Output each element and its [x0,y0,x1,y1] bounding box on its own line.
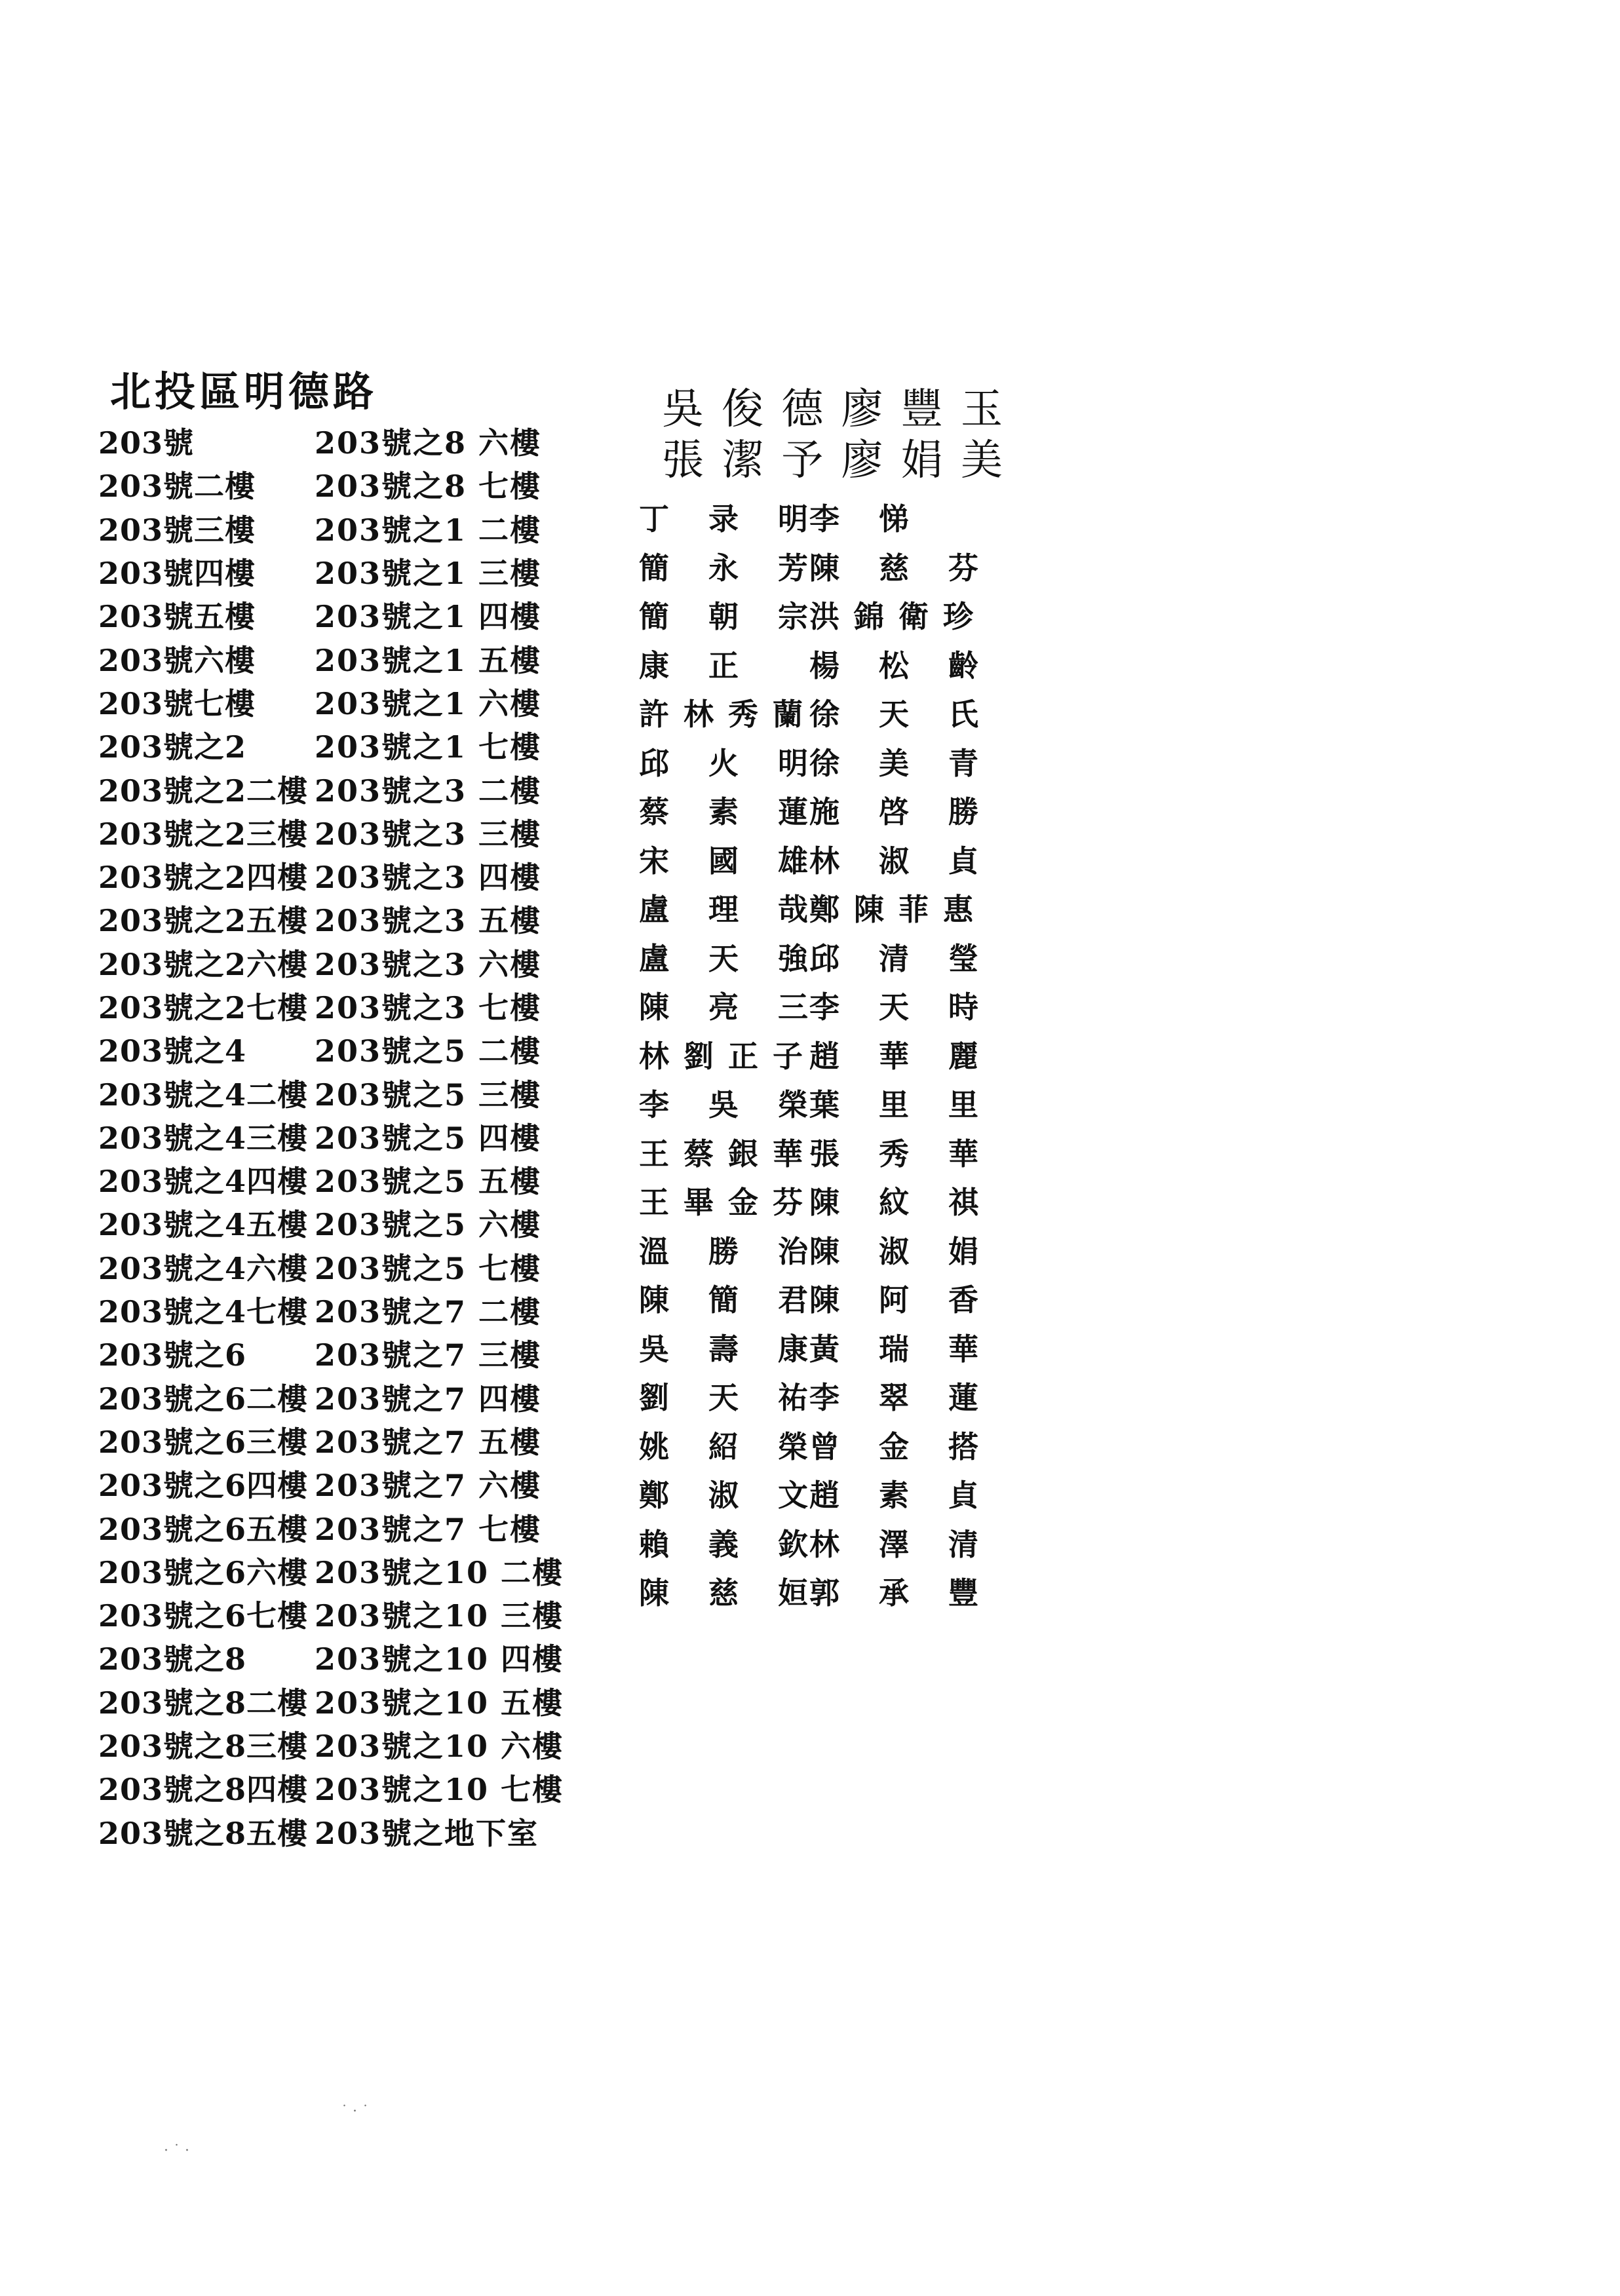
address-right: 203號之1 三樓 [315,556,542,592]
address-right: 203號之5 六樓 [315,1207,542,1243]
name-right: 楊 松 齡 [809,647,993,683]
name-left: 王蔡銀華 [639,1136,817,1172]
name-left: 簡 永 芳 [639,550,823,586]
address-left: 203號四樓 [98,556,256,592]
address-row [98,1766,570,1809]
address-left: 203號之2二樓 [98,773,309,809]
scan-speckle: ˙ · ˙ [341,2103,369,2120]
address-right: 203號之7 四樓 [315,1381,542,1417]
address-right: 203號之3 五樓 [315,903,542,939]
address-row [98,1071,570,1114]
address-row [98,984,570,1027]
name-left: 賴 義 欽 [639,1526,823,1562]
address-row [98,767,570,810]
name-right: 林 澤 清 [809,1526,993,1562]
header-name-char: 俊 [722,385,764,434]
address-right: 203號之1 七樓 [315,729,542,765]
address-left: 203號之8四樓 [98,1772,309,1808]
name-right: 張 秀 華 [809,1136,993,1172]
header-row-bottom [662,435,1003,486]
address-row [98,1288,570,1331]
address-row [98,1245,570,1288]
address-left: 203號之4三樓 [98,1120,309,1156]
address-left: 203號之6 [98,1337,247,1373]
address-row [98,941,570,984]
names-grid [639,493,993,1616]
address-left: 203號之4七樓 [98,1294,309,1330]
address-row [98,1549,570,1592]
address-left: 203號五樓 [98,599,256,635]
address-left: 203號二樓 [98,469,256,505]
name-row [639,590,993,640]
address-left: 203號之2三樓 [98,816,309,852]
address-right: 203號之5 四樓 [315,1120,542,1156]
address-row [98,1375,570,1419]
name-right: 鄭陳菲惠 [809,892,988,928]
name-row [639,1518,993,1567]
address-right: 203號之3 六樓 [315,946,542,982]
name-right: 李 天 時 [809,989,993,1025]
address-left: 203號之8 [98,1641,247,1677]
header-name-char: 美 [960,436,1003,485]
name-left: 簡 朝 宗 [639,599,823,635]
name-left: 吳 壽 康 [639,1331,823,1367]
address-row [98,680,570,723]
address-row [98,1592,570,1636]
address-row [98,593,570,636]
name-right: 徐 美 青 [809,745,993,781]
address-right: 203號之8 六樓 [315,425,542,461]
address-right: 203號之10 七樓 [315,1772,564,1808]
header-name-char: 德 [781,385,824,434]
address-left: 203號之8五樓 [98,1815,309,1851]
address-right: 203號之7 五樓 [315,1424,542,1460]
name-row [639,1469,993,1518]
name-right: 曾 金 搭 [809,1428,993,1464]
name-left: 邱 火 明 [639,745,823,781]
address-right: 203號之10 五樓 [315,1685,564,1721]
address-right: 203號之10 二樓 [315,1554,564,1590]
address-right: 203號之5 二樓 [315,1033,542,1069]
names-header [662,384,1003,486]
address-row [98,811,570,854]
address-row [98,1636,570,1679]
name-left: 劉 天 祐 [639,1380,823,1416]
name-row [639,493,993,542]
address-row [98,419,570,463]
address-left: 203號之2四樓 [98,860,309,896]
name-left: 康 正 [639,647,754,683]
name-row [639,932,993,982]
address-left: 203號之2六樓 [98,946,309,982]
name-right: 陳 慈 芬 [809,550,993,586]
address-right: 203號之5 三樓 [315,1077,542,1113]
address-right: 203號之7 三樓 [315,1337,542,1373]
address-left: 203號 [98,425,195,461]
header-name-char: 予 [781,436,824,485]
name-right: 洪錦衛珍 [809,599,988,635]
address-right: 203號之7 六樓 [315,1468,542,1504]
address-row [98,897,570,940]
name-row [639,1421,993,1470]
address-row [98,1201,570,1244]
name-row [639,1567,993,1616]
name-right: 黃 瑞 華 [809,1331,993,1367]
name-row [639,640,993,689]
address-left: 203號之4四樓 [98,1164,309,1200]
address-right: 203號之3 四樓 [315,860,542,896]
address-left: 203號之6四樓 [98,1468,309,1504]
name-row [639,1079,993,1128]
name-left: 許林秀蘭 [639,697,817,733]
address-row [98,1419,570,1462]
name-left: 宋 國 雄 [639,843,823,879]
address-right: 203號之5 五樓 [315,1164,542,1200]
address-row [98,1462,570,1505]
header-name-char: 廖 [841,436,883,485]
name-left: 鄭 淑 文 [639,1478,823,1514]
address-left: 203號之2七樓 [98,990,309,1025]
address-left: 203號之6七樓 [98,1598,309,1634]
address-right: 203號之1 四樓 [315,599,542,635]
header-name-char: 潔 [722,436,764,485]
address-right: 203號之1 五樓 [315,642,542,678]
header-name-char: 玉 [960,385,1003,434]
address-row [98,723,570,767]
address-row [98,1723,570,1766]
name-left: 王畢金芬 [639,1185,817,1221]
name-left: 溫 勝 治 [639,1233,823,1269]
name-right: 陳 紋 祺 [809,1185,993,1221]
name-left: 陳 簡 君 [639,1282,823,1318]
address-row [98,636,570,679]
address-left: 203號之2 [98,729,247,765]
address-row [98,1679,570,1723]
address-left: 203號之4二樓 [98,1077,309,1113]
name-right: 邱 清 瑩 [809,940,993,976]
address-table [98,419,570,1853]
name-left: 姚 紹 榮 [639,1428,823,1464]
name-row [639,1323,993,1372]
address-right: 203號之7 二樓 [315,1294,542,1330]
name-right: 葉 里 里 [809,1087,993,1123]
name-left: 陳 亮 三 [639,989,823,1025]
address-row [98,1505,570,1548]
address-left: 203號六樓 [98,642,256,678]
address-row [98,1027,570,1071]
name-left: 蔡 素 蓮 [639,794,823,830]
district-title: 北投區明德路 [110,368,378,415]
name-right: 趙 素 貞 [809,1478,993,1514]
address-row [98,550,570,593]
name-right: 陳 阿 香 [809,1282,993,1318]
name-row [639,1128,993,1177]
address-left: 203號之2五樓 [98,903,309,939]
address-row [98,507,570,550]
name-right: 林 淑 貞 [809,843,993,879]
name-left: 林劉正子 [639,1038,817,1074]
address-right: 203號之3 二樓 [315,773,542,809]
name-right: 施 啓 勝 [809,794,993,830]
address-right: 203號之1 六樓 [315,685,542,721]
address-right: 203號之7 七樓 [315,1511,542,1547]
address-row [98,854,570,897]
header-row-top [662,384,1003,435]
name-row [639,1371,993,1421]
address-right: 203號之3 三樓 [315,816,542,852]
address-right: 203號之3 七樓 [315,990,542,1025]
address-right: 203號之地下室 [315,1815,539,1851]
address-left: 203號之4五樓 [98,1207,309,1243]
name-left: 丁 录 明 [639,501,823,537]
address-left: 203號之8二樓 [98,1685,309,1721]
address-row [98,1810,570,1853]
name-row [639,542,993,591]
name-right: 郭 承 豐 [809,1575,993,1611]
address-left: 203號之6三樓 [98,1424,309,1460]
name-left: 陳 慈 姮 [639,1575,823,1611]
address-right: 203號之10 六樓 [315,1729,564,1765]
name-left: 李 吳 榮 [639,1087,823,1123]
address-right: 203號之1 二樓 [315,512,542,548]
header-name-char: 娟 [900,436,943,485]
header-name-char: 張 [662,436,704,485]
name-row [639,786,993,835]
header-name-char: 廖 [841,385,883,434]
name-right: 趙 華 麗 [809,1038,993,1074]
scan-speckle: · ˙ · [164,2143,189,2159]
address-left: 203號之6二樓 [98,1381,309,1417]
name-row [639,737,993,786]
address-right: 203號之8 七樓 [315,469,542,505]
header-name-char: 吳 [662,385,704,434]
header-name-char: 豐 [900,385,943,434]
address-right: 203號之10 四樓 [315,1641,564,1677]
name-row [639,835,993,884]
name-right: 李 悌 [809,501,924,537]
name-row [639,1176,993,1225]
address-left: 203號之4 [98,1033,247,1069]
name-right: 李 翠 蓮 [809,1380,993,1416]
name-row [639,1030,993,1079]
address-left: 203號之4六樓 [98,1250,309,1286]
name-right: 陳 淑 娟 [809,1233,993,1269]
address-left: 203號之6六樓 [98,1554,309,1590]
name-row [639,1225,993,1274]
name-right: 徐 天 氏 [809,697,993,733]
address-left: 203號之6五樓 [98,1511,309,1547]
address-row [98,1331,570,1375]
name-left: 盧 天 強 [639,940,823,976]
name-row [639,1274,993,1323]
address-row [98,1115,570,1158]
address-row [98,463,570,506]
address-left: 203號三樓 [98,512,256,548]
address-left: 203號七樓 [98,685,256,721]
address-left: 203號之8三樓 [98,1729,309,1765]
address-right: 203號之10 三樓 [315,1598,564,1634]
name-row [639,981,993,1030]
name-left: 盧 理 哉 [639,892,823,928]
name-row [639,688,993,737]
name-row [639,883,993,932]
address-right: 203號之5 七樓 [315,1250,542,1286]
address-row [98,1158,570,1201]
